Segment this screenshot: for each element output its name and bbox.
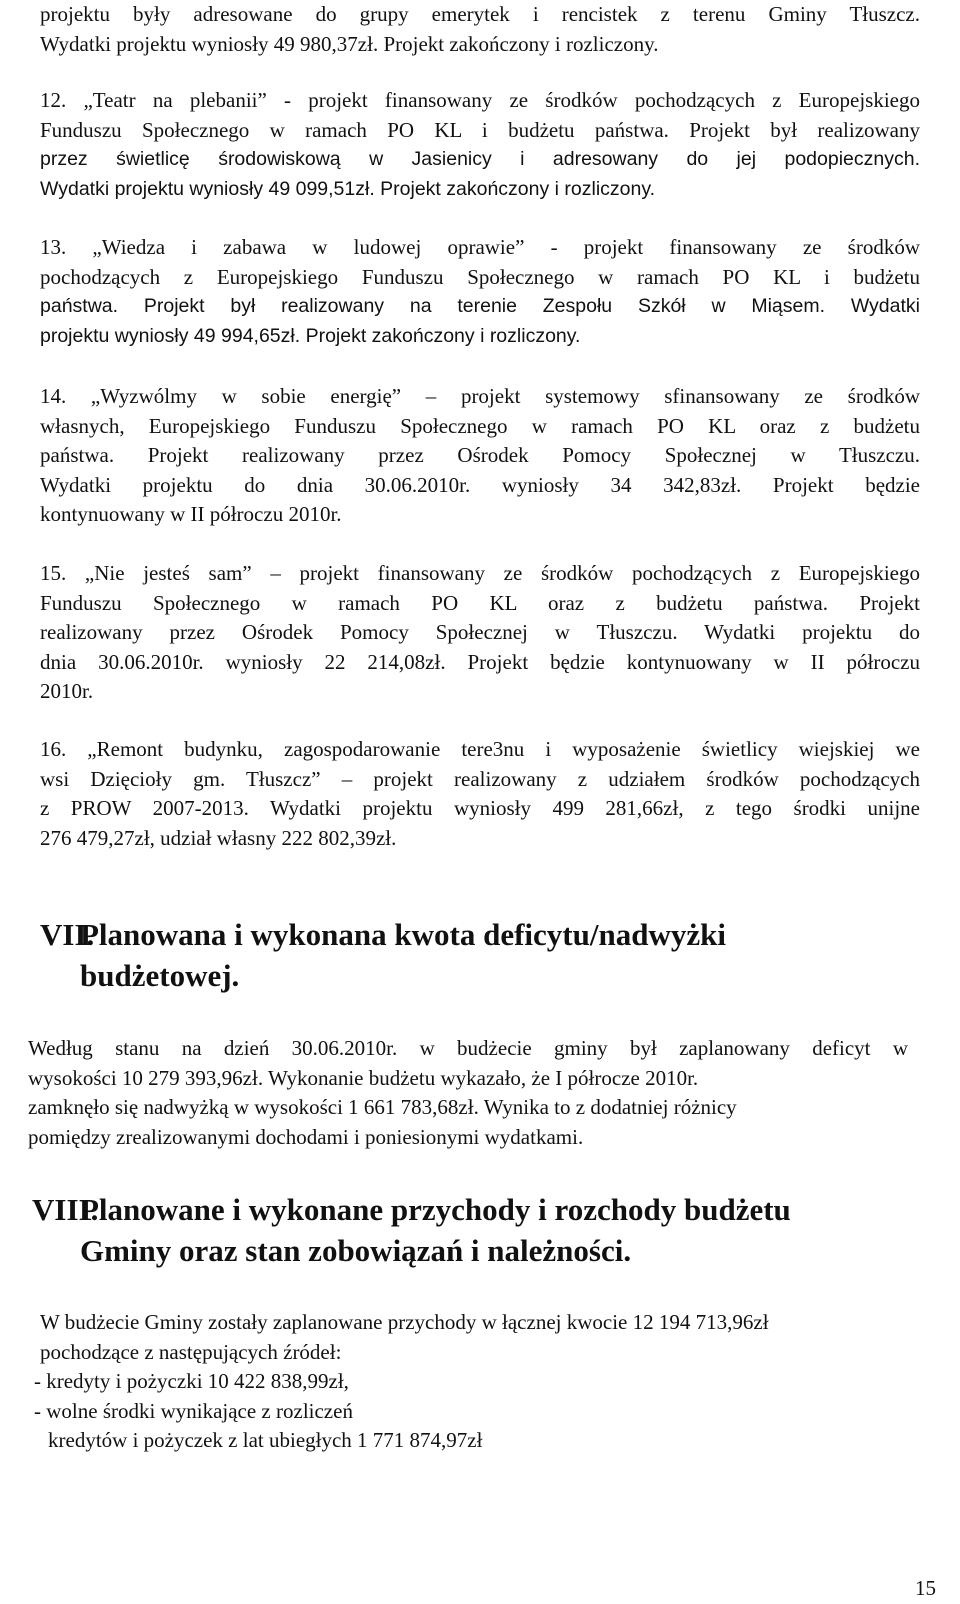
text-line: Funduszu Społecznego w ramach PO KL i budżetu państwa. Projekt był realizowany	[40, 117, 920, 142]
section-title-line: Gminy oraz stan zobowiązań i należności.	[80, 1233, 632, 1268]
section-title-line: budżetowej.	[80, 958, 240, 993]
text-line: 276 479,27zł, udział własny 222 802,39zł.	[40, 825, 397, 850]
text-line: państwa. Projekt był realizowany na terenie Zespołu Szkół w Miąsem. Wydatki	[40, 295, 920, 317]
section-number: VII.	[40, 917, 95, 952]
text-line: wysokości 10 279 393,96zł. Wykonanie budżetu wykazało, że I półrocze 2010r.	[28, 1065, 699, 1090]
text-line: państwa. Projekt realizowany przez Ośrodek Pomocy Społecznej w Tłuszczu.	[40, 443, 920, 467]
text-line: W budżecie Gminy zostały zaplanowane przychody w łącznej kwocie 12 194 713,96zł	[40, 1310, 769, 1334]
text-line: Wydatki projektu wyniosły 49 099,51zł. Projekt zakończony i rozliczony.	[40, 177, 656, 200]
text-line: 14. „Wyzwólmy w sobie energię” – projekt systemowy sfinansowany ze środków	[40, 384, 920, 408]
section-title	[80, 914, 900, 996]
text-line: Wydatki projektu do dnia 30.06.2010r. wyniosły 34 342,83zł. Projekt będzie	[40, 472, 920, 497]
text-line: kontynuowany w II półroczu 2010r.	[40, 502, 342, 526]
paragraph-item-13	[40, 233, 920, 351]
section-title-line: Planowane i wykonane przychody i rozchody budżetu	[80, 1192, 791, 1227]
text-line: projektu były adresowane do grupy emerytek i rencistek z terenu Gminy Tłuszcz.	[40, 2, 920, 26]
text-line: zamknęło się nadwyżką w wysokości 1 661 783,68zł. Wynika to z dodatniej różnicy	[28, 1095, 737, 1119]
section-viii-body	[34, 1308, 920, 1456]
text-line: realizowany przez Ośrodek Pomocy Społecznej w Tłuszczu. Wydatki projektu do	[40, 620, 920, 644]
text-line: 16. „Remont budynku, zagospodarowanie tere3nu i wyposażenie świetlicy wiejskiej we	[40, 737, 920, 761]
text-line: 12. „Teatr na plebanii” - projekt finansowany ze środków pochodzących z Europejskiego	[40, 88, 920, 112]
section-title	[80, 1189, 900, 1271]
paragraph-item-12	[40, 86, 920, 204]
paragraph-item-11-end	[40, 0, 920, 59]
text-line: pochodzących z Europejskiego Funduszu Społecznego w ramach PO KL i budżetu	[40, 264, 920, 289]
text-line: pomiędzy zrealizowanymi dochodami i poniesionymi wydatkami.	[28, 1124, 584, 1149]
text-line: kredytów i pożyczek z lat ubiegłych 1 771 874,97zł	[48, 1428, 483, 1452]
section-title-line: Planowana i wykonana kwota deficytu/nadwyżki	[80, 917, 726, 952]
text-line: projektu wyniosły 49 994,65zł. Projekt zakończony i rozliczony.	[40, 324, 581, 347]
text-line: Według stanu na dzień 30.06.2010r. w budżecie gminy był zaplanowany deficyt w	[28, 1036, 908, 1060]
text-line: przez świetlicę środowiskową w Jasienicy i adresowany do jej podopiecznych.	[40, 148, 920, 170]
paragraph-item-16	[40, 735, 920, 853]
text-line: pochodzące z następujących źródeł:	[40, 1339, 342, 1364]
text-line: własnych, Europejskiego Funduszu Społecznego w ramach PO KL oraz z budżetu	[40, 413, 920, 438]
text-line: wsi Dzięcioły gm. Tłuszcz” – projekt realizowany z udziałem środków pochodzących	[40, 766, 920, 791]
text-line: z PROW 2007-2013. Wydatki projektu wyniosły 499 281,66zł, z tego środki unijne	[40, 796, 920, 820]
text-line: dnia 30.06.2010r. wyniosły 22 214,08zł. Projekt będzie kontynuowany w II półroczu	[40, 649, 920, 674]
paragraph-item-15	[40, 559, 920, 707]
text-line: - wolne środki wynikające z rozliczeń	[34, 1398, 353, 1423]
text-line: 15. „Nie jesteś sam” – projekt finansowany ze środków pochodzących z Europejskiego	[40, 561, 920, 585]
text-line: Funduszu Społecznego w ramach PO KL oraz z budżetu państwa. Projekt	[40, 590, 920, 615]
text-line: Wydatki projektu wyniosły 49 980,37zł. Projekt zakończony i rozliczony.	[40, 31, 659, 56]
text-line: - kredyty i pożyczki 10 422 838,99zł,	[34, 1369, 349, 1393]
paragraph-item-14	[40, 382, 920, 530]
text-line: 2010r.	[40, 679, 94, 703]
section-number: VIII.	[32, 1192, 99, 1227]
text-line: 13. „Wiedza i zabawa w ludowej oprawie” - projekt finansowany ze środków	[40, 235, 920, 259]
section-vii-body	[28, 1034, 908, 1152]
page-number: 15	[915, 1576, 936, 1600]
